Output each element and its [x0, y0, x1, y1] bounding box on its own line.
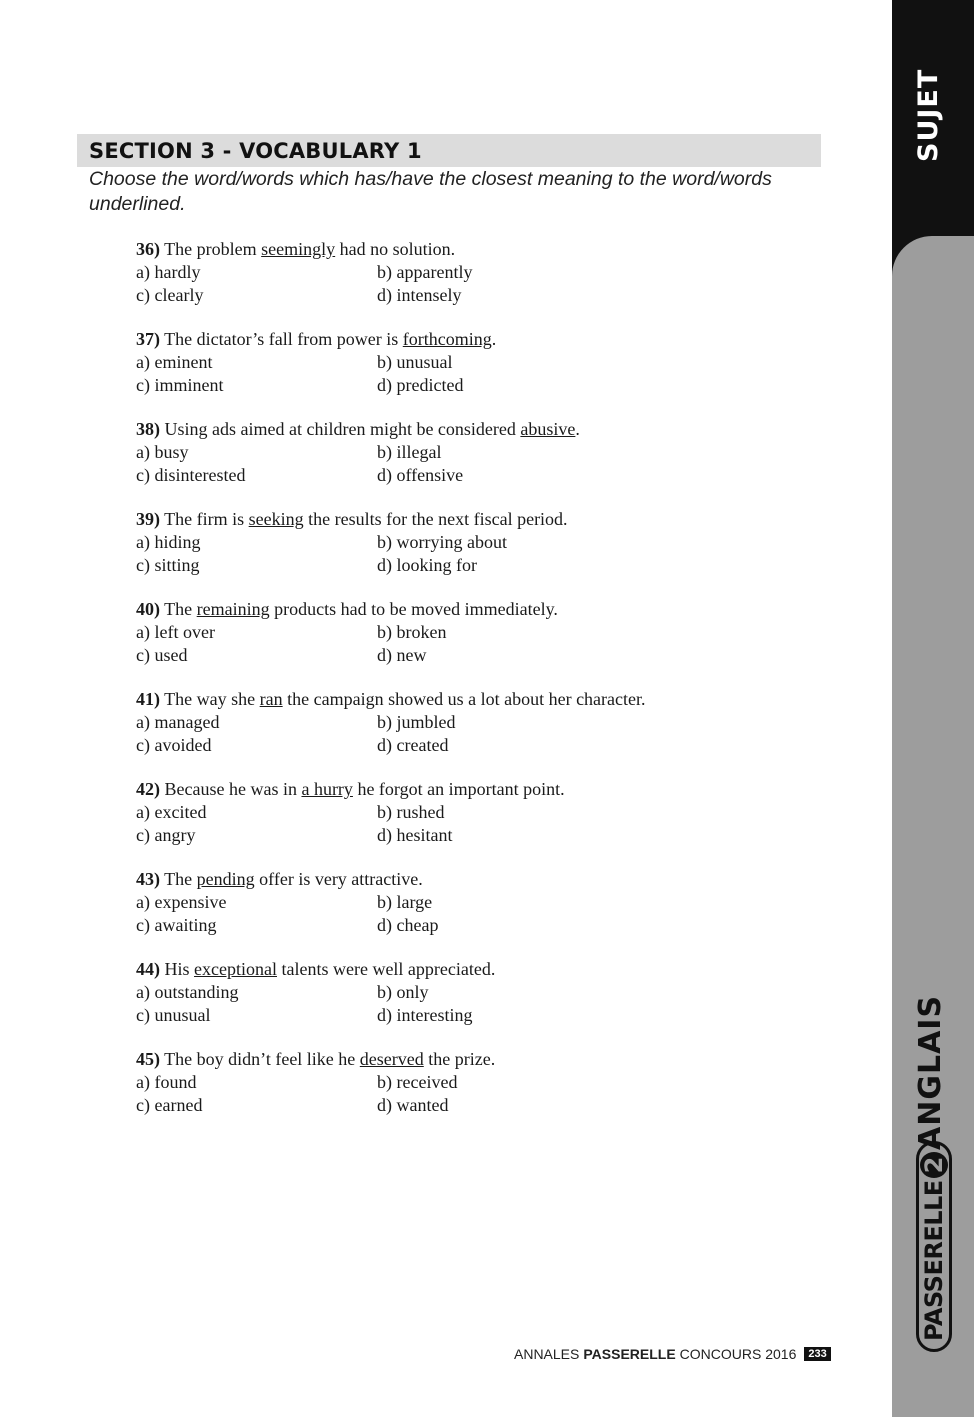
answer-option: b) worrying about [377, 532, 507, 552]
question-underlined-word: remaining [196, 599, 270, 619]
answer-options [136, 621, 836, 666]
question-stem [136, 598, 836, 621]
question-number: 45) [136, 1049, 160, 1069]
section-instructions: Choose the word/words which has/have the closest meaning to the word/words underlined. [89, 168, 772, 215]
answer-option: a) hiding [136, 532, 201, 552]
answer-options [136, 981, 836, 1026]
footer-suffix: CONCOURS 2016 [679, 1346, 797, 1362]
sidebar-subject-label: ANGLAIS [913, 994, 948, 1150]
question-number: 38) [136, 419, 160, 439]
question-number: 40) [136, 599, 160, 619]
question-item [136, 688, 836, 778]
answer-option: d) intensely [377, 284, 462, 305]
question-text-after: offer is very attractive. [254, 869, 423, 889]
question-stem [136, 328, 836, 351]
question-number: 41) [136, 689, 160, 709]
answer-option: d) offensive [377, 464, 464, 485]
answer-option: c) unusual [136, 1004, 211, 1025]
question-text-after: the results for the next fiscal period. [303, 509, 568, 529]
answer-option: a) outstanding [136, 982, 239, 1002]
answer-options [136, 1071, 836, 1116]
question-text-before: Because he was in [160, 779, 302, 799]
question-item [136, 868, 836, 958]
question-text-before: The way she [160, 689, 260, 709]
question-text-before: The firm is [160, 509, 249, 529]
question-number: 44) [136, 959, 160, 979]
question-underlined-word: ran [259, 689, 283, 709]
answer-option: a) excited [136, 802, 207, 822]
answer-option: b) rushed [377, 802, 445, 822]
question-item [136, 508, 836, 598]
answer-option: c) imminent [136, 374, 224, 395]
answer-option: d) wanted [377, 1094, 449, 1115]
question-underlined-word: pending [196, 869, 255, 889]
logo-text: PASSERELLE [920, 1180, 948, 1341]
answer-option: d) interesting [377, 1004, 473, 1025]
question-text-after: had no solution. [335, 239, 456, 259]
question-text-before: The [160, 869, 197, 889]
answer-option: c) disinterested [136, 464, 246, 485]
question-item [136, 238, 836, 328]
answer-option: b) broken [377, 622, 447, 642]
answer-option: d) predicted [377, 374, 464, 395]
answer-option: b) large [377, 892, 433, 912]
question-list [136, 238, 836, 1138]
question-item [136, 958, 836, 1048]
answer-option: b) unusual [377, 352, 453, 372]
question-number: 43) [136, 869, 160, 889]
answer-options [136, 351, 836, 396]
question-text-after: talents were well appreciated. [276, 959, 496, 979]
question-underlined-word: abusive [520, 419, 576, 439]
question-underlined-word: exceptional [194, 959, 277, 979]
answer-options [136, 891, 836, 936]
answer-options [136, 531, 836, 576]
question-item [136, 328, 836, 418]
answer-option: d) created [377, 734, 449, 755]
question-underlined-word: seemingly [261, 239, 336, 259]
answer-options [136, 261, 836, 306]
answer-option: c) awaiting [136, 914, 217, 935]
answer-option: c) angry [136, 824, 196, 845]
question-text-after: . [491, 329, 497, 349]
question-stem [136, 1048, 836, 1071]
answer-option: b) only [377, 982, 429, 1002]
answer-option: c) clearly [136, 284, 204, 305]
question-item [136, 1048, 836, 1138]
footer-prefix: ANNALES [514, 1346, 580, 1362]
section-title: SECTION 3 - VOCABULARY 1 [89, 139, 422, 163]
question-underlined-word: deserved [359, 1049, 424, 1069]
answer-option: a) eminent [136, 352, 213, 372]
sidebar-curve [892, 236, 974, 296]
question-stem [136, 778, 836, 801]
answer-option: a) found [136, 1072, 197, 1092]
page-number: 233 [804, 1347, 830, 1361]
logo-number: 2 [920, 1152, 948, 1178]
answer-option: c) avoided [136, 734, 212, 755]
question-text-after: the prize. [423, 1049, 496, 1069]
answer-option: a) hardly [136, 262, 201, 282]
question-stem [136, 688, 836, 711]
answer-option: d) hesitant [377, 824, 453, 845]
question-number: 39) [136, 509, 160, 529]
answer-option: a) busy [136, 442, 189, 462]
question-text-before: The boy didn’t feel like he [160, 1049, 360, 1069]
question-stem [136, 508, 836, 531]
question-underlined-word: seeking [248, 509, 304, 529]
question-item [136, 598, 836, 688]
question-underlined-word: a hurry [301, 779, 353, 799]
question-stem [136, 868, 836, 891]
answer-option: c) earned [136, 1094, 203, 1115]
page-footer [514, 1346, 831, 1362]
sidebar-sujet-label: SUJET [913, 68, 944, 162]
question-text-after: he forgot an important point. [352, 779, 565, 799]
question-number: 42) [136, 779, 160, 799]
answer-options [136, 711, 836, 756]
question-stem [136, 238, 836, 261]
answer-option: a) managed [136, 712, 220, 732]
answer-option: c) sitting [136, 554, 200, 575]
question-number: 37) [136, 329, 160, 349]
question-text-after: products had to be moved immediately. [269, 599, 558, 619]
question-text-after: the campaign showed us a lot about her character. [282, 689, 646, 709]
answer-option: b) illegal [377, 442, 442, 462]
question-number: 36) [136, 239, 160, 259]
question-text-before: The [160, 599, 197, 619]
answer-option: b) received [377, 1072, 458, 1092]
question-text-before: The dictator’s fall from power is [160, 329, 403, 349]
question-item [136, 778, 836, 868]
passerelle-logo [916, 1141, 952, 1352]
footer-brand: PASSERELLE [583, 1346, 676, 1362]
question-stem [136, 958, 836, 981]
question-text-before: Using ads aimed at children might be considered [160, 419, 521, 439]
question-text-after: . [575, 419, 580, 439]
question-underlined-word: forthcoming [402, 329, 492, 349]
question-item [136, 418, 836, 508]
answer-option: d) cheap [377, 914, 439, 935]
question-text-before: The problem [160, 239, 262, 259]
answer-option: a) left over [136, 622, 215, 642]
answer-option: b) apparently [377, 262, 473, 282]
answer-options [136, 441, 836, 486]
answer-option: b) jumbled [377, 712, 456, 732]
answer-option: c) used [136, 644, 188, 665]
answer-options [136, 801, 836, 846]
question-stem [136, 418, 836, 441]
answer-option: d) new [377, 644, 427, 665]
answer-option: d) looking for [377, 554, 477, 575]
answer-option: a) expensive [136, 892, 227, 912]
question-text-before: His [160, 959, 195, 979]
